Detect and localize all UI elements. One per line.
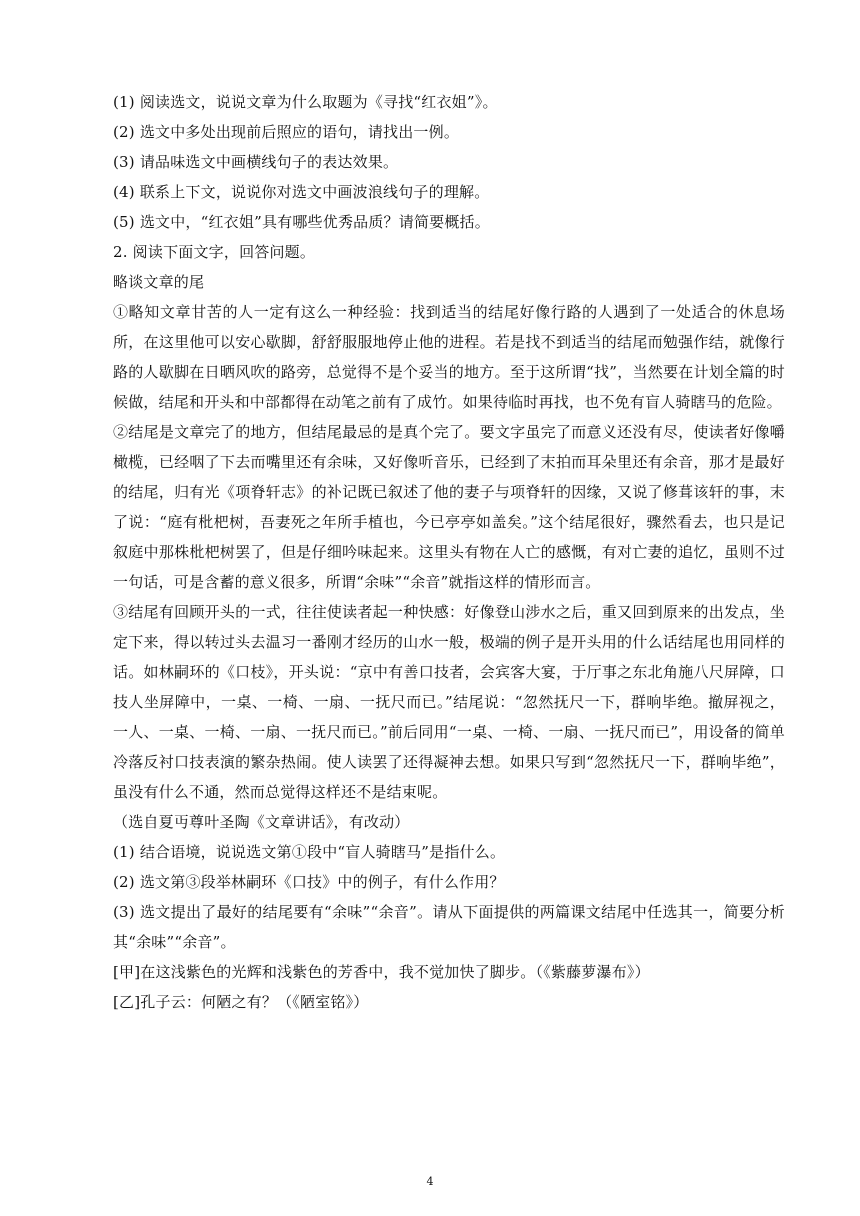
question-2-1: (1) 结合语境，说说选文第①段中“盲人骑瞎马”是指什么。 [113, 843, 506, 861]
option-yi: [乙]孔子云：何陋之有？（《陋室铭》） [113, 993, 369, 1011]
section-2-instruction: 2. 阅读下面文字，回答问题。 [113, 243, 316, 261]
question-2-3: (3) 选文提出了最好的结尾要有“余味”“余音”。请从下面提供的两篇课文结尾中任选其一，简要分析其“余味”“余音”。 [113, 903, 785, 951]
question-1-2: (2) 选文中多处出现前后照应的语句，请找出一例。 [113, 123, 460, 141]
article-paragraph-3: ③结尾有回顾开头的一式，往往使读者起一种快感：好像登山涉水之后，重又回到原来的出发点，坐定下来，得以转过头去温习一番刚才经历的山水一般，极端的例子是开头用的什么话结尾也用同样的话。如林嗣环的《口枝》，开头说：“京中有善口技者，会宾客大宴，于厅事之东北角施八尺屏障，口技人坐屏障中，一桌、一椅、一扇、一抚尺而已。”结尾说：“忽然抚尺一下，群响毕绝。撤屏视之，一人、一桌、一椅、一扇、一抚尺而已。”前后同用“一桌、一椅、一扇、一抚尺而已”，用设备的简单冷落反衬口技表演的繁杂热闹。使人读罢了还得凝神去想。如果只写到“忽然抚尺一下，群响毕绝”，虽没有什么不通，然而总觉得这样还不是结束呢。 [113, 603, 785, 801]
question-1-1: (1) 阅读选文，说说文章为什么取题为《寻找“红衣姐”》。 [113, 93, 498, 111]
page-number: 4 [426, 1175, 434, 1188]
article-paragraph-2: ②结尾是文章完了的地方，但结尾最忌的是真个完了。要文字虽完了而意义还没有尽，使读者好像嚼橄榄，已经咽了下去而嘴里还有余味，又好像听音乐，已经到了末拍而耳朵里还有余音，那才是最好的结尾，归有光《项脊轩志》的补记既已叙述了他的妻子与项脊轩的因缘，又说了修葺该轩的事，末了说：“庭有枇杷树，吾妻死之年所手植也，今已亭亭如盖矣。”这个结尾很好，骤然看去，也只是记叙庭中那株枇杷树罢了，但是仔细吟味起来。这里头有物在人亡的感慨，有对亡妻的追忆，虽则不过一句话，可是含蓄的意义很多，所谓“余味”“余音”就指这样的情形而言。 [113, 423, 785, 591]
article-source: （选自夏丏尊叶圣陶《文章讲话》，有改动） [113, 813, 410, 831]
page-content [113, 87, 785, 1017]
option-jia: [甲]在这浅紫色的光辉和浅紫色的芳香中，我不觉加快了脚步。（《紫藤萝瀑布》） [113, 963, 650, 981]
article-paragraph-1: ①略知文章甘苦的人一定有这么一种经验：找到适当的结尾好像行路的人遇到了一处适合的休息场所，在这里他可以安心歇脚，舒舒服服地停止他的进程。若是找不到适当的结尾而勉强作结，就像行路的人歇脚在日晒风吹的路旁，总觉得不是个妥当的地方。至于这所谓“找”，当然要在计划全篇的时候做，结尾和开头和中部都得在动笔之前有了成竹。如果待临时再找，也不免有盲人骑瞎马的危险。 [113, 303, 785, 411]
question-1-4: (4) 联系上下文，说说你对选文中画波浪线句子的理解。 [113, 183, 490, 201]
article-title: 略谈文章的尾 [113, 273, 205, 291]
question-1-3: (3) 请品味选文中画横线句子的表达效果。 [113, 153, 399, 171]
question-1-5: (5) 选文中，“红衣姐”具有哪些优秀品质？请简要概括。 [113, 213, 490, 231]
question-2-2: (2) 选文第③段举林嗣环《口技》中的例子，有什么作用？ [113, 873, 505, 891]
